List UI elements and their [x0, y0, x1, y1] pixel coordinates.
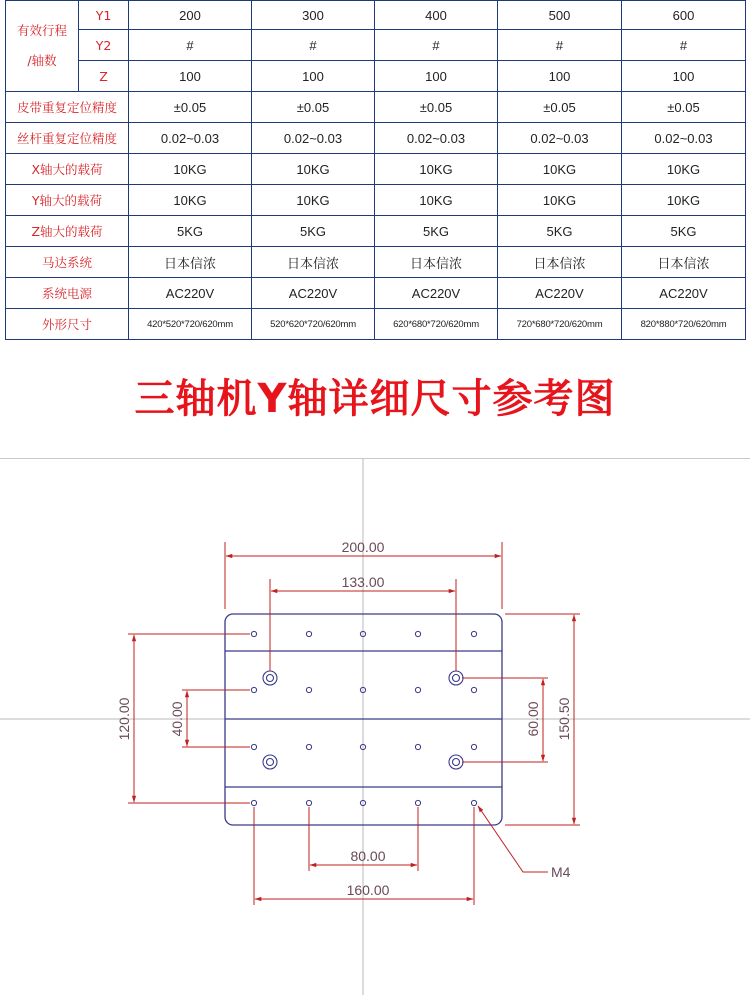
cell: 520*620*720/620mm	[252, 309, 375, 340]
dim-text-150: 150.50	[556, 697, 572, 741]
axis-label: Y1	[79, 1, 129, 30]
cell: #	[375, 30, 498, 61]
cell: 0.02~0.03	[622, 123, 746, 154]
cell: #	[498, 30, 622, 61]
row-label: Z轴大的载荷	[6, 216, 129, 247]
dim-text-160: 160.00	[346, 882, 390, 898]
cell: #	[129, 30, 252, 61]
row-label: 马达系统	[6, 247, 129, 278]
cell: 10KG	[375, 154, 498, 185]
dim-text-200: 200.00	[341, 539, 385, 555]
dim-text-133: 133.00	[341, 574, 385, 590]
counterbore-hole-inner	[267, 675, 274, 682]
row-label: 外形尺寸	[6, 309, 129, 340]
hole	[415, 631, 420, 636]
counterbore-hole	[263, 671, 277, 685]
cell: 420*520*720/620mm	[129, 309, 252, 340]
cell: 10KG	[498, 185, 622, 216]
dimension-drawing	[0, 458, 750, 995]
axis-label: Z	[79, 61, 129, 92]
table-row	[6, 216, 746, 247]
hole	[306, 744, 311, 749]
cell: 100	[498, 61, 622, 92]
cell: 500	[498, 1, 622, 30]
cell: AC220V	[252, 278, 375, 309]
cell: 5KG	[375, 216, 498, 247]
cell: #	[622, 30, 746, 61]
cell: 100	[129, 61, 252, 92]
cell: ±0.05	[129, 92, 252, 123]
cell: 10KG	[252, 185, 375, 216]
cell: 日本信浓	[375, 247, 498, 278]
cell: #	[252, 30, 375, 61]
hole	[415, 744, 420, 749]
counterbore-hole-inner	[453, 759, 460, 766]
cell: 5KG	[622, 216, 746, 247]
cell: 日本信浓	[252, 247, 375, 278]
hole	[306, 687, 311, 692]
hole	[471, 687, 476, 692]
cell: 10KG	[129, 185, 252, 216]
hole	[306, 800, 311, 805]
table-row	[6, 247, 746, 278]
hole	[471, 744, 476, 749]
table-row	[6, 185, 746, 216]
hole	[306, 631, 311, 636]
cell: 100	[252, 61, 375, 92]
hole	[251, 800, 256, 805]
counterbore-hole	[449, 755, 463, 769]
cell: AC220V	[375, 278, 498, 309]
dimension-drawing-svg	[0, 459, 750, 995]
hole	[251, 631, 256, 636]
cell: ±0.05	[498, 92, 622, 123]
cell: 0.02~0.03	[129, 123, 252, 154]
cell: AC220V	[622, 278, 746, 309]
cell: ±0.05	[252, 92, 375, 123]
table-row	[6, 30, 746, 61]
cell: 5KG	[498, 216, 622, 247]
cell: 10KG	[498, 154, 622, 185]
row-label: 丝杆重复定位精度	[6, 123, 129, 154]
hole	[415, 687, 420, 692]
dim-text-60: 60.00	[525, 701, 541, 737]
cell: 10KG	[622, 185, 746, 216]
cell: AC220V	[498, 278, 622, 309]
travel-group-label	[6, 1, 79, 92]
row-label: 皮带重复定位精度	[6, 92, 129, 123]
dim-text-80: 80.00	[350, 848, 386, 864]
cell: ±0.05	[375, 92, 498, 123]
cell: 10KG	[622, 154, 746, 185]
cell: 200	[129, 1, 252, 30]
cell: AC220V	[129, 278, 252, 309]
cell: 400	[375, 1, 498, 30]
cell: 720*680*720/620mm	[498, 309, 622, 340]
dim-text-120: 120.00	[116, 697, 132, 741]
hole	[251, 687, 256, 692]
row-label: 系统电源	[6, 278, 129, 309]
axis-label: Y2	[79, 30, 129, 61]
cell: 日本信浓	[622, 247, 746, 278]
cell: 日本信浓	[129, 247, 252, 278]
cell: 5KG	[252, 216, 375, 247]
cell: 0.02~0.03	[375, 123, 498, 154]
table-row	[6, 61, 746, 92]
cell: 820*880*720/620mm	[622, 309, 746, 340]
hole	[471, 800, 476, 805]
table-row	[6, 123, 746, 154]
cell: 100	[375, 61, 498, 92]
spec-table	[5, 0, 746, 340]
cell: 10KG	[252, 154, 375, 185]
cell: 10KG	[129, 154, 252, 185]
row-label: Y轴大的载荷	[6, 185, 129, 216]
table-row	[6, 92, 746, 123]
cell: 5KG	[129, 216, 252, 247]
cell: 600	[622, 1, 746, 30]
counterbore-hole-inner	[453, 675, 460, 682]
cell: 10KG	[375, 185, 498, 216]
counterbore-hole-inner	[267, 759, 274, 766]
cell: 300	[252, 1, 375, 30]
table-row	[6, 1, 746, 30]
travel-label-line2: /轴数	[27, 53, 57, 68]
thread-label: M4	[551, 864, 571, 880]
counterbore-hole	[263, 755, 277, 769]
table-row	[6, 278, 746, 309]
cell: 0.02~0.03	[252, 123, 375, 154]
hole	[471, 631, 476, 636]
counterbore-hole	[449, 671, 463, 685]
cell: 0.02~0.03	[498, 123, 622, 154]
cell: 日本信浓	[498, 247, 622, 278]
table-row	[6, 154, 746, 185]
cell: 620*680*720/620mm	[375, 309, 498, 340]
dim-text-40: 40.00	[169, 701, 185, 737]
cell: ±0.05	[622, 92, 746, 123]
travel-label-line1: 有效行程	[16, 23, 67, 38]
cell: 100	[622, 61, 746, 92]
m4-leader	[478, 806, 548, 872]
section-heading: 三轴机Y轴详细尺寸参考图	[134, 376, 616, 422]
table-row	[6, 309, 746, 340]
hole	[415, 800, 420, 805]
hole	[251, 744, 256, 749]
row-label: X轴大的载荷	[6, 154, 129, 185]
